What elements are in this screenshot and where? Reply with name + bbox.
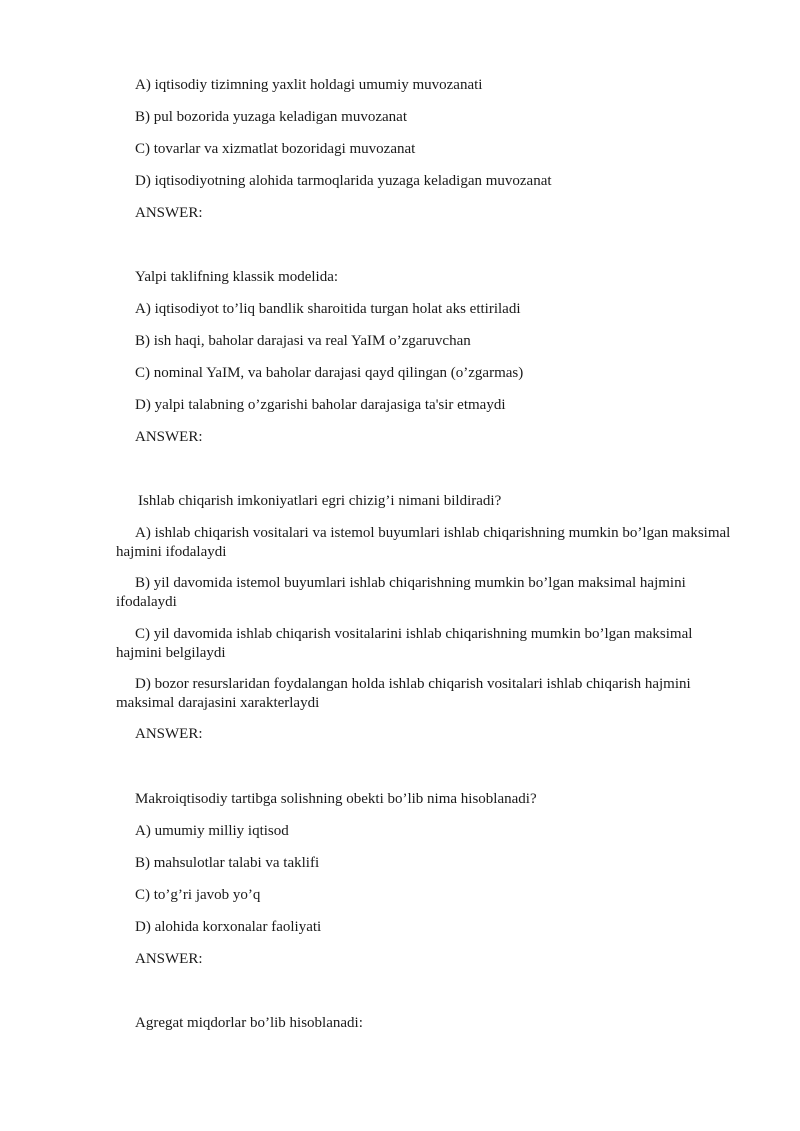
q3-option-a: A) ishlab chiqarish vositalari va istemol buyumlari ishlab chiqarishning mumkin bo’lgan maksimal hajmini ifodalaydi xyxy=(116,525,731,560)
q1-option-b: B) pul bozorida yuzaga keladigan muvozanat xyxy=(135,109,407,125)
q1-option-d: D) iqtisodiyotning alohida tarmoqlarida yuzaga keladigan muvozanat xyxy=(135,173,552,189)
q2-option-b: B) ish haqi, baholar darajasi va real YaIM o’zgaruvchan xyxy=(135,333,471,349)
q1-answer-label: ANSWER: xyxy=(135,205,203,221)
q2-option-c: C) nominal YaIM, va baholar darajasi qayd qilingan (o’zgarmas) xyxy=(135,365,524,381)
q3-option-b: B) yil davomida istemol buyumlari ishlab chiqarishning mumkin bo’lgan maksimal hajmini ifodalaydi xyxy=(116,575,686,610)
q4-option-c: C) to’g’ri javob yo’q xyxy=(135,887,261,903)
q3-option-d: D) bozor resurslaridan foydalangan holda ishlab chiqarish vositalari ishlab chiqarish hajmini maksimal darajasini xarakterlaydi xyxy=(116,676,691,711)
q4-question: Makroiqtisodiy tartibga solishning obekti bo’lib nima hisoblanadi? xyxy=(135,791,537,807)
q3-question: Ishlab chiqarish imkoniyatlari egri chizig’i nimani bildiradi? xyxy=(138,493,502,509)
q4-option-d: D) alohida korxonalar faoliyati xyxy=(135,919,322,935)
q4-option-a: A) umumiy milliy iqtisod xyxy=(135,823,289,839)
q5-question: Agregat miqdorlar bo’lib hisoblanadi: xyxy=(135,1015,363,1031)
q2-answer-label: ANSWER: xyxy=(135,429,203,445)
q1-option-c: C) tovarlar va xizmatlat bozoridagi muvozanat xyxy=(135,141,416,157)
q2-option-d: D) yalpi talabning o’zgarishi baholar darajasiga ta'sir etmaydi xyxy=(135,397,506,413)
q3-option-c: C) yil davomida ishlab chiqarish vositalarini ishlab chiqarishning mumkin bo’lgan maksimal hajmini belgilaydi xyxy=(116,626,693,661)
q4-option-b: B) mahsulotlar talabi va taklifi xyxy=(135,855,320,871)
q2-question: Yalpi taklifning klassik modelida: xyxy=(135,269,339,285)
q1-option-a: A) iqtisodiy tizimning yaxlit holdagi umumiy muvozanati xyxy=(135,77,483,93)
q4-answer-label: ANSWER: xyxy=(135,951,203,967)
q3-answer-label: ANSWER: xyxy=(135,726,203,742)
q2-option-a: A) iqtisodiyot to’liq bandlik sharoitida turgan holat aks ettiriladi xyxy=(135,301,521,317)
